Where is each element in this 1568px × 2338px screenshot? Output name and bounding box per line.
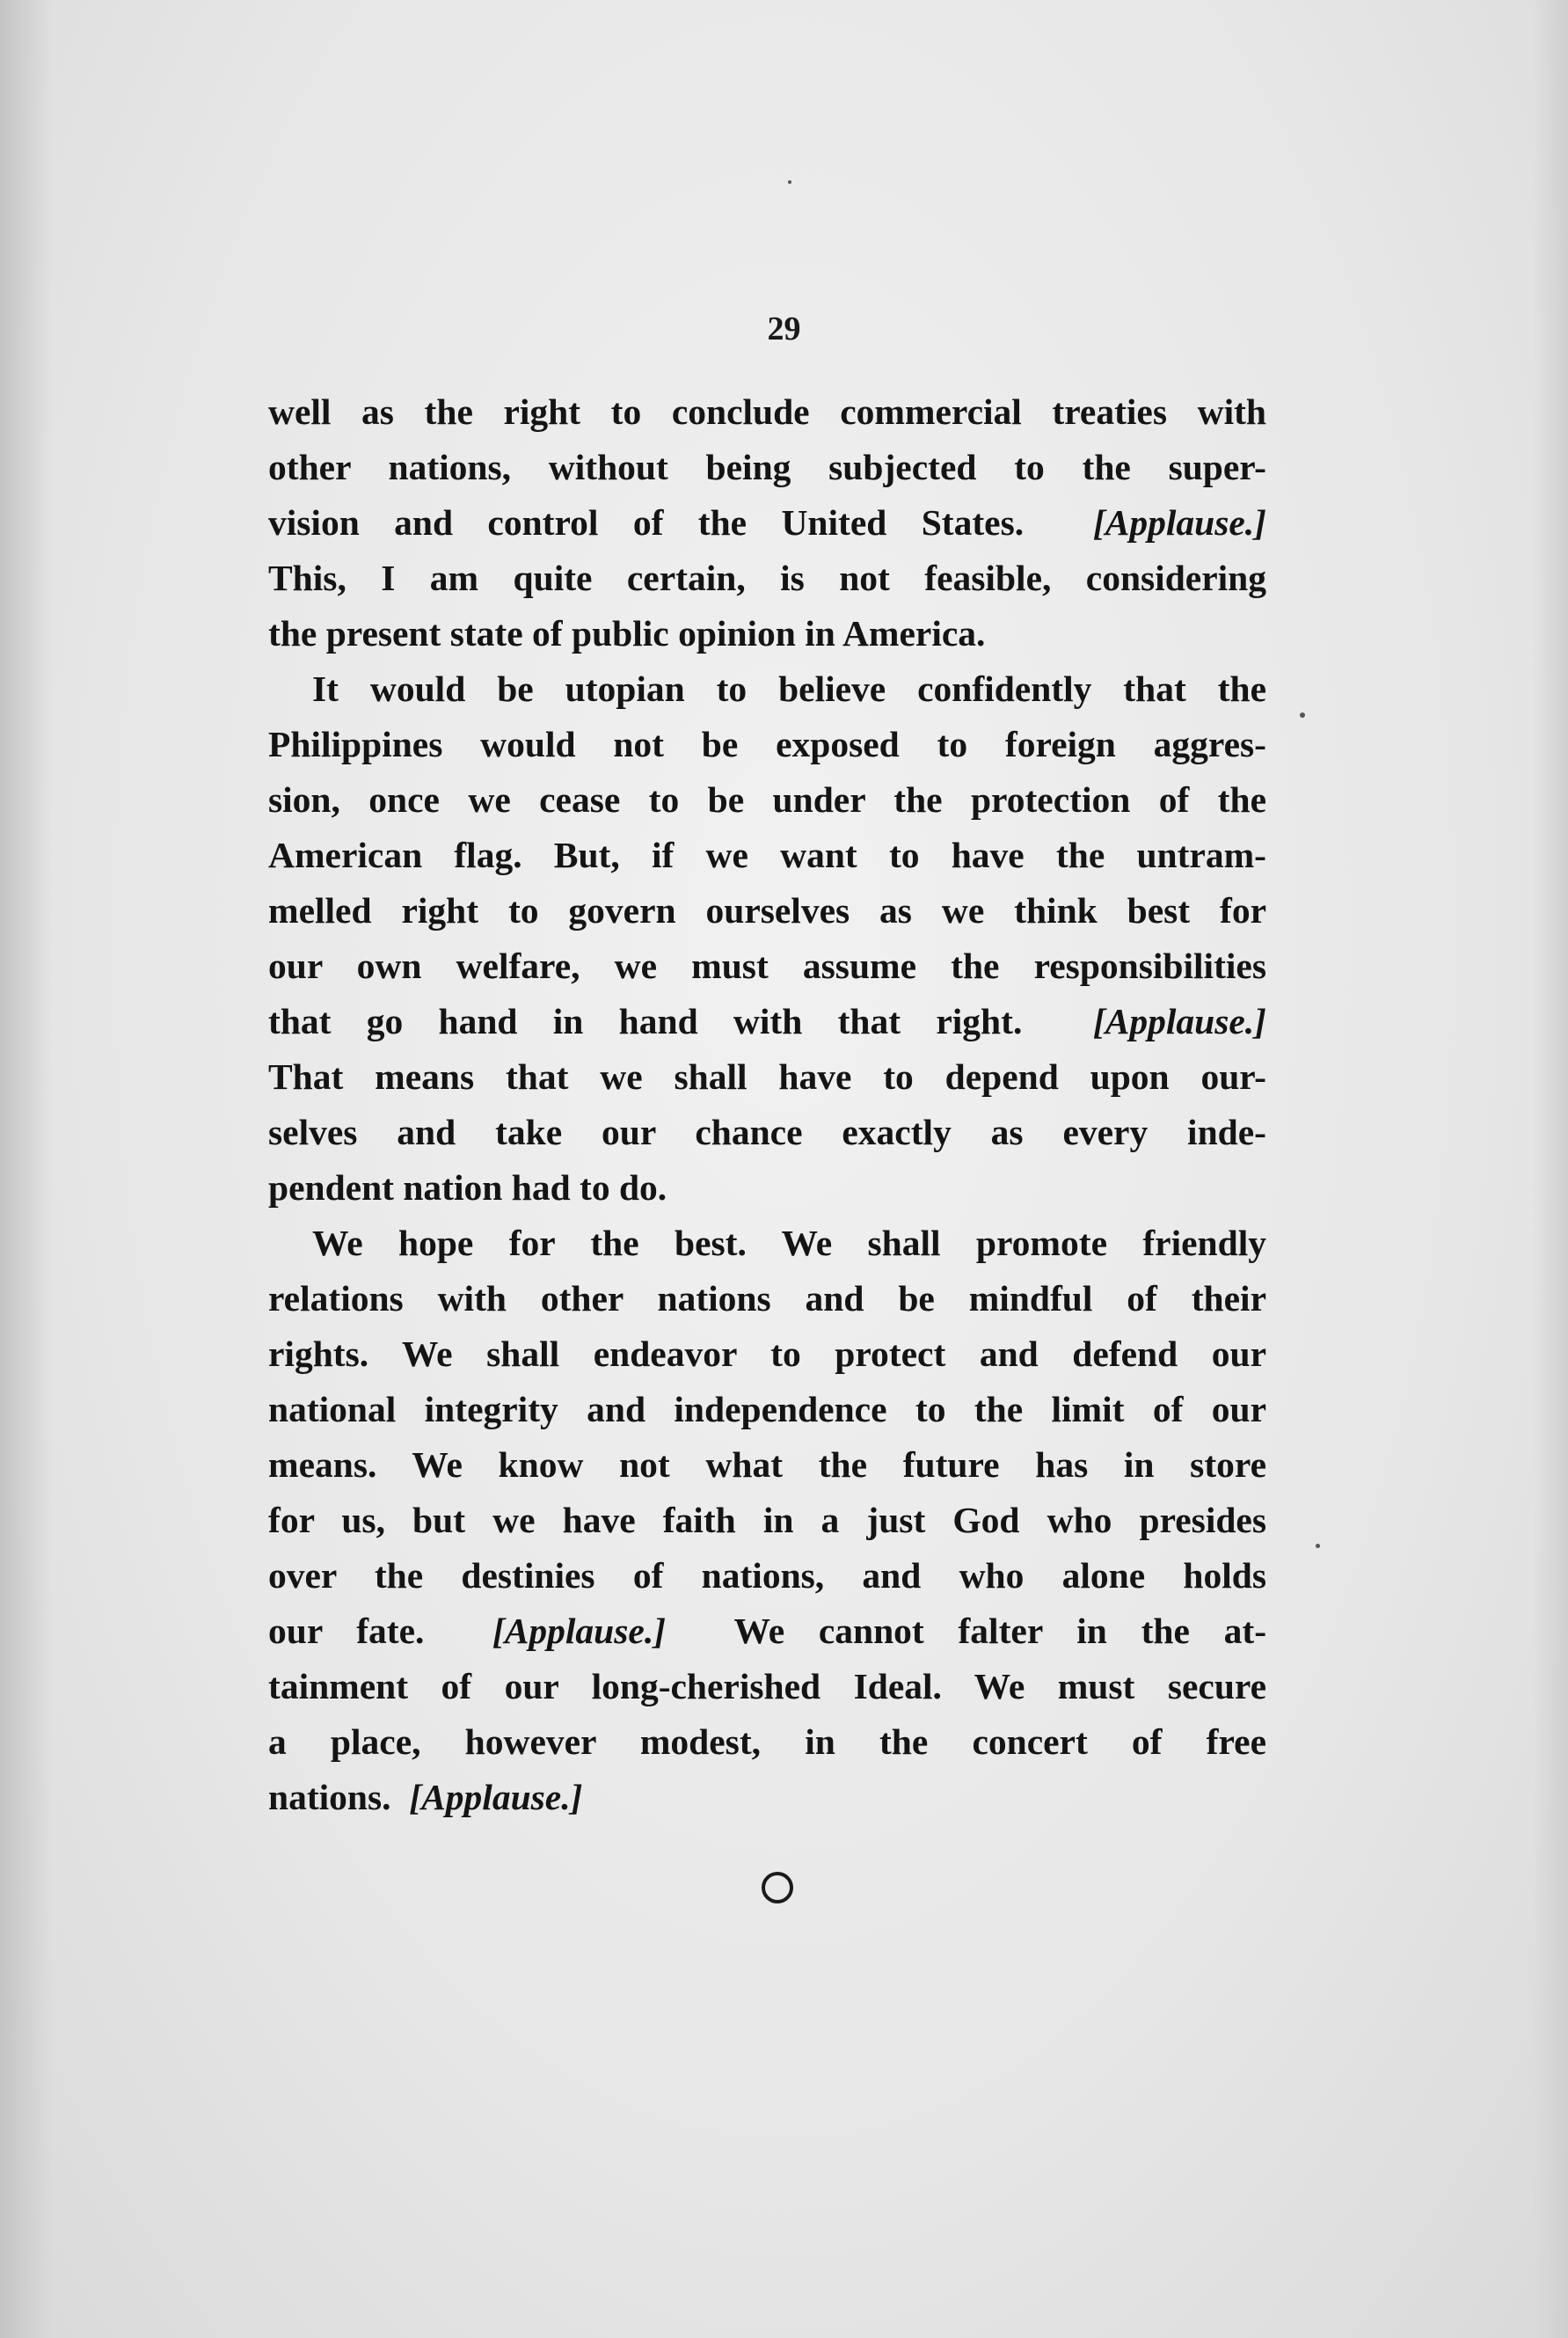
applause-note: [Applause.] [1092, 1001, 1266, 1041]
applause-note: [Applause.] [409, 1777, 583, 1817]
text-line [268, 1770, 1266, 1825]
text-fragment: nations. [268, 1777, 391, 1817]
text-line: That means that we shall have to depend upon our- [268, 1056, 1266, 1097]
text-line: national integrity and independence to the limit of our [268, 1389, 1266, 1429]
applause-note: [Applause.] [492, 1611, 667, 1651]
page-shadow-right [1533, 0, 1568, 2338]
text-line: the present state of public opinion in America. [268, 613, 986, 654]
text-line [268, 1604, 1266, 1659]
scan-speck [788, 180, 791, 184]
text-line: melled right to govern ourselves as we think best for [268, 890, 1266, 931]
text-line: well as the right to conclude commercial treaties with [268, 391, 1266, 432]
page-number: 29 [767, 311, 801, 347]
applause-note: [Applause.] [1092, 502, 1266, 543]
text-line: over the destinies of nations, and who alone holds [268, 1555, 1266, 1596]
text-line [268, 495, 1266, 551]
text-line: We hope for the best. We shall promote friendly [312, 1223, 1266, 1263]
page-shadow-left [0, 0, 53, 2338]
circle-ornament-icon [762, 1872, 793, 1903]
text-fragment: We cannot falter in the at- [733, 1611, 1267, 1651]
body-text [268, 384, 1266, 1825]
text-line: It would be utopian to believe confidently that the [312, 669, 1266, 709]
text-line: sion, once we cease to be under the protection of the [268, 779, 1266, 820]
text-line: American flag. But, if we want to have the untram- [268, 835, 1266, 875]
text-line: relations with other nations and be mindful of their [268, 1278, 1266, 1319]
text-line: Philippines would not be exposed to foreign aggres- [268, 724, 1266, 764]
text-line: other nations, without being subjected to the super- [268, 447, 1266, 487]
scan-speck [1300, 712, 1305, 718]
text-fragment: our fate. [268, 1611, 425, 1651]
text-fragment: vision and control of the United States. [268, 502, 1025, 543]
text-line: This, I am quite certain, is not feasible, considering [268, 558, 1266, 598]
text-line: means. We know not what the future has in store [268, 1444, 1266, 1485]
scan-speck [1316, 1544, 1320, 1548]
text-line: for us, but we have faith in a just God who presides [268, 1500, 1266, 1540]
text-line: pendent nation had to do. [268, 1167, 667, 1208]
text-line [268, 994, 1266, 1049]
text-fragment: that go hand in hand with that right. [268, 1001, 1023, 1041]
text-line: our own welfare, we must assume the responsibilities [268, 946, 1266, 986]
text-line: rights. We shall endeavor to protect and defend our [268, 1333, 1266, 1374]
text-line: selves and take our chance exactly as every inde- [268, 1112, 1266, 1152]
text-line: a place, however modest, in the concert of free [268, 1721, 1266, 1762]
text-line: tainment of our long-cherished Ideal. We must secure [268, 1666, 1266, 1706]
